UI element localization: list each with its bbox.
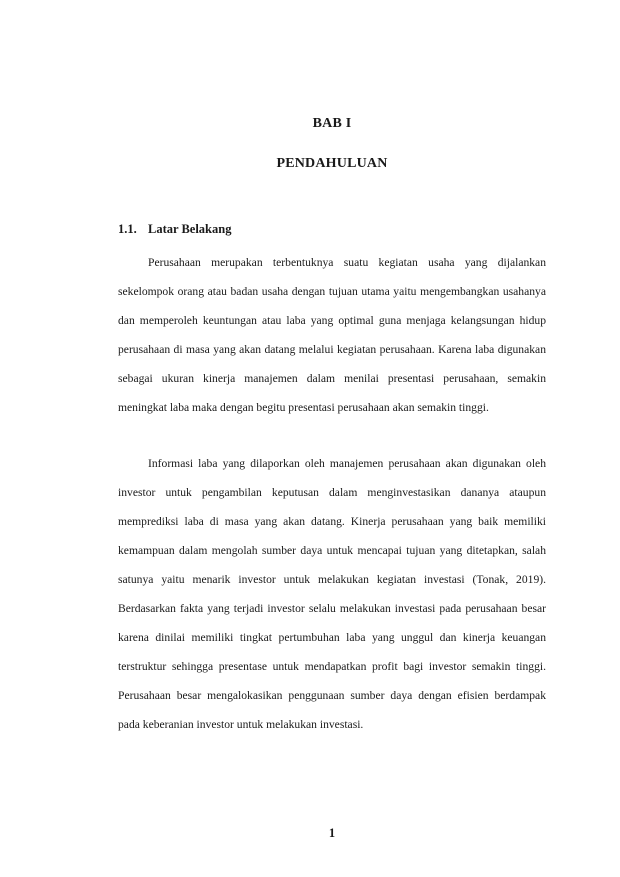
page-number: 1 [328, 826, 336, 840]
chapter-number: BAB I [312, 116, 352, 131]
section-number: 1.1. [118, 222, 137, 236]
paragraph-1: Perusahaan merupakan terbentuknya suatu kegiatan usaha yang dijalankan sekelompok orang atau badan usaha dengan tujuan utama yaitu mengembangkan usahanya dan memperoleh keuntungan atau laba yang optimal guna menjaga kelangsungan hidup perusahaan di masa yang akan datang melalui kegiatan perusahaan. Karena laba digunakan sebagai ukuran kinerja manajemen dalam menilai presentasi perusahaan, semakin meningkat laba maka dengan begitu presentasi perusahaan akan semakin tinggi. [118, 256, 546, 414]
chapter-title: PENDAHULUAN [276, 156, 388, 171]
paragraph-2: Informasi laba yang dilaporkan oleh manajemen perusahaan akan digunakan oleh investor untuk pengambilan keputusan dalam menginvestasikan dananya ataupun memprediksi laba di masa yang akan datang. Kinerja perusahaan yang baik memiliki kemampuan dalam mengolah sumber daya untuk mencapai tujuan yang ditetapkan, salah satunya yaitu menarik investor untuk melakukan kegiatan investasi (Tonak, 2019). Berdasarkan fakta yang terjadi investor selalu melakukan investasi pada perusahaan besar karena dinilai memiliki tingkat pertumbuhan laba yang unggul dan kinerja keuangan terstruktur sehingga presentase untuk mendapatkan profit bagi investor semakin tinggi. Perusahaan besar mengalokasikan penggunaan sumber daya dengan efisien berdampak pada keberanian investor untuk melakukan investasi. [118, 457, 546, 731]
section-heading [118, 222, 231, 237]
section-title: Latar Belakang [148, 222, 232, 236]
